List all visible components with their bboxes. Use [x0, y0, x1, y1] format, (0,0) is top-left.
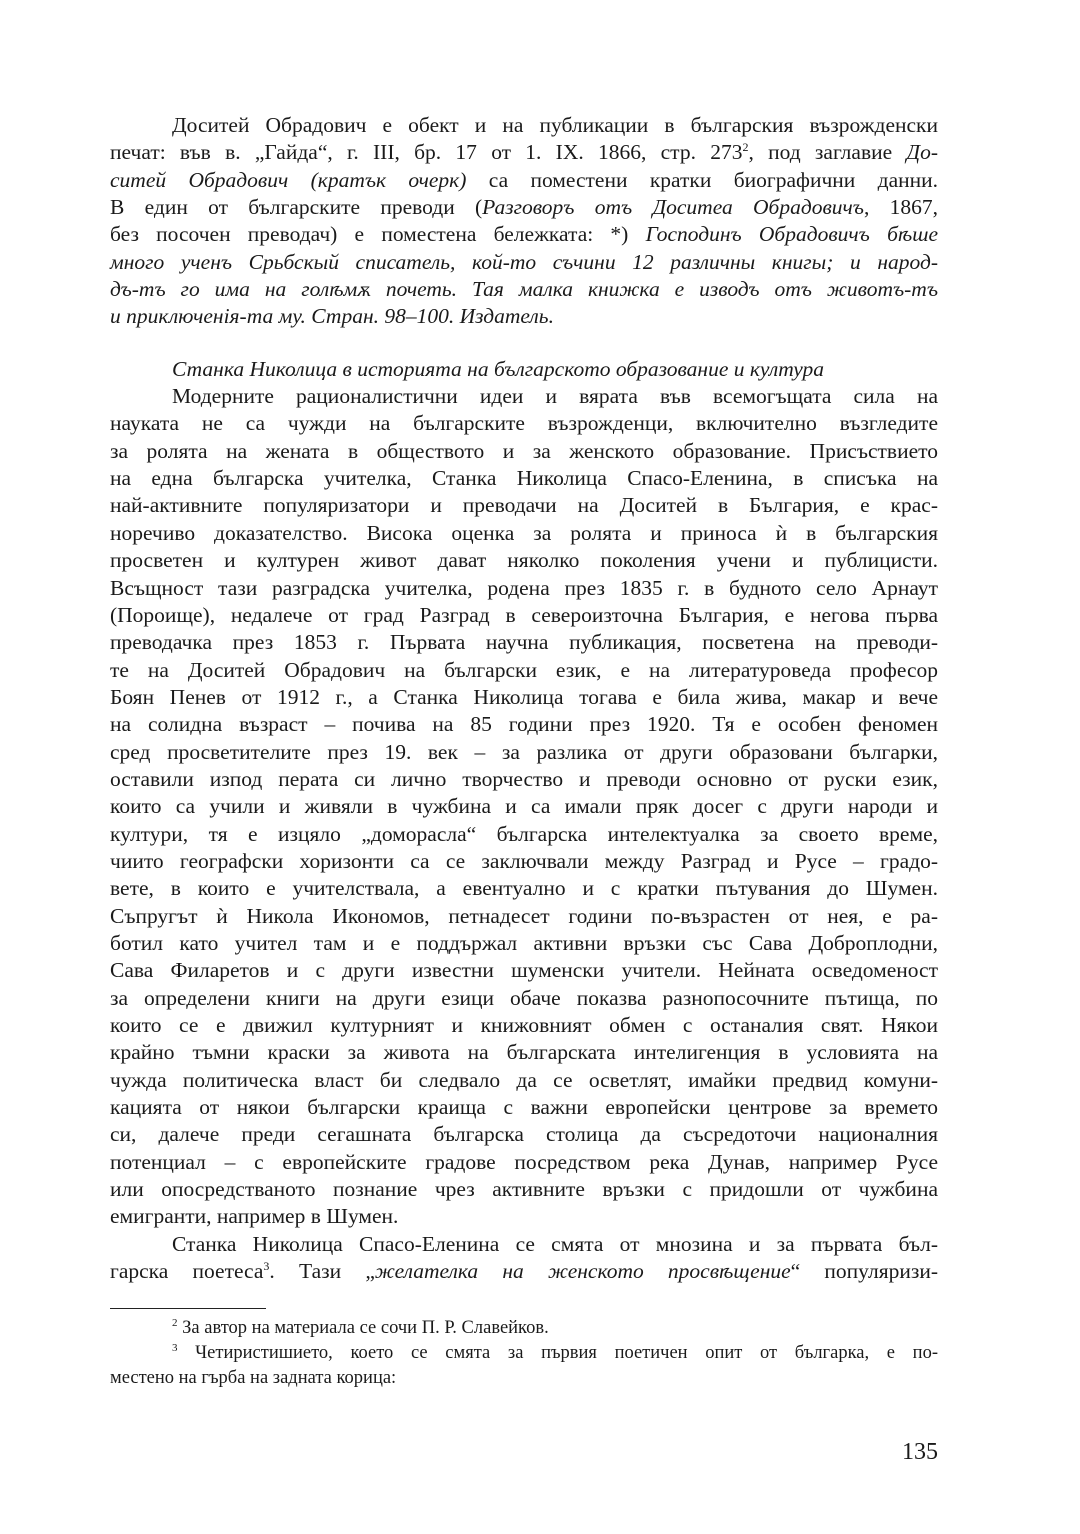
footnote-line: [110, 1316, 938, 1341]
text-run: , под заглавие: [748, 140, 907, 165]
text-line: вете, в които е учителствала, а евентуално и с кратки пътувания до Шумен.: [110, 876, 938, 901]
text-line: потенциал – с европейските градове посредством река Дунав, например Русе: [110, 1149, 938, 1174]
text-line: [110, 1258, 938, 1285]
page-number: 135: [902, 1439, 938, 1465]
text-run: печат: във в. „Гайда“, г. III, бр. 17 от 1. IX. 1866, стр. 273: [110, 140, 743, 165]
text-line: Модерните рационалистични идеи и вярата във всемогъщата сила на: [172, 384, 938, 409]
footnote-3: [110, 1341, 938, 1391]
text-line: чужда политическа власт би следвало да се осветлят, имайки предвид комуни-: [110, 1067, 938, 1092]
footnote-ref-3: 3: [263, 1259, 270, 1274]
text-line: [110, 194, 938, 221]
text-line: Сава Филаретов и с други известни шуменски учители. Нейната осведоменост: [110, 958, 938, 983]
footnote-number: 3: [172, 1342, 178, 1354]
text-line: [110, 167, 938, 194]
text-line: [110, 221, 938, 248]
text-line: най-активните популяризатори и преводачи на Доситей в България, е крас-: [110, 493, 938, 518]
text-line-italic: дъ-тъ го има на голѣмѫ почеть. Тая малка книжка е изводъ отъ животъ-тъ: [110, 277, 938, 302]
footnote-text: За автор на материала се сочи П. Р. Славейков.: [177, 1318, 549, 1338]
text-line: или опосредстваното познание чрез активните връзки с придошли от чужбина: [110, 1177, 938, 1202]
text-line: (Пороище), недалече от град Разград в североизточна България, е негова първа: [110, 602, 938, 627]
page-body: [110, 112, 938, 1285]
text-line: просветен и културен живот дават няколко поколения учени и публицисти.: [110, 548, 938, 573]
italic-run: желателка на женското просвѣщение: [374, 1259, 791, 1284]
text-line-italic: много ученъ Срьбскый списатель, кой-то съчини 12 различны книгы; и народ-: [110, 249, 938, 274]
footnote-separator: [110, 1308, 266, 1309]
text-line: норечиво доказателство. Висока оценка за ролята и приноса ѝ в българския: [110, 520, 938, 545]
footnotes: [110, 1316, 938, 1391]
text-line: Съпругът ѝ Никола Икономов, петнадесет години по-възрастен от нея, е ра-: [110, 903, 938, 928]
text-line: Станка Николица Спасо-Еленина се смята от мнозина и за първата бъл-: [172, 1231, 938, 1256]
text-line: култури, тя е изцяло „доморасла“ българска интелектуалка за своето време,: [110, 821, 938, 846]
text-line: сред просветителите през 19. век – за разлика от други образовани българки,: [110, 739, 938, 764]
text-run: В един от българските преводи (: [110, 195, 483, 220]
text-line: които са учили и живяли в чужбина и са имали пряк досег с други народи и: [110, 794, 938, 819]
footnote-number: 2: [172, 1317, 178, 1329]
footnote-line: [110, 1341, 938, 1366]
text-line-italic: и приключенія-та му. Стран. 98–100. Издатель.: [110, 304, 554, 329]
paragraph-dositey-publications: [110, 112, 938, 331]
section-heading: Станка Николица в историята на българското образование и култура: [172, 356, 825, 381]
paragraph-spacer: [110, 331, 938, 356]
text-run: . Тази „: [269, 1259, 375, 1284]
italic-run: Разговоръ отъ Доситеа Обрадовичъ: [482, 195, 864, 220]
text-line: Доситей Обрадович е обект и на публикации в българския възрожденски: [172, 113, 938, 137]
footnote-text: Четиристишието, което се смята за първия поетичен опит от българка, е по-: [177, 1343, 938, 1363]
text-line: които се е движил културният и книжовният обмен с останалия свят. Някои: [110, 1013, 938, 1037]
text-line: за ролята на жената в обществото и за женското образование. Присъствието: [110, 438, 938, 463]
text-line: те на Доситей Обрадович на български език, е на литературоведа професор: [110, 657, 938, 682]
text-line: Боян Пенев от 1912 г., а Станка Николица тогава е била жива, макар и вече: [110, 684, 938, 709]
text-line: Всъщност тази разградска учителка, родена през 1835 г. в будното село Арнаут: [110, 575, 938, 600]
paragraph-stanka-nikolitsa: [110, 383, 938, 1231]
italic-run: Господинъ Обрадовичъ бѣше: [645, 222, 938, 247]
text-line: крайно тъмни краски за живота на българската интелигенция в условията на: [110, 1040, 938, 1065]
text-line: ботил като учител там и е поддържал активни връзки със Сава Доброплодни,: [110, 930, 938, 955]
text-line: науката не са чужди на българските възрожденци, включително възгледите: [110, 411, 938, 436]
paragraph-first-poetess: [110, 1231, 938, 1286]
main-text: [110, 112, 938, 1285]
text-run: са поместени кратки биографични данни.: [466, 167, 939, 192]
text-run: гарска поетеса: [110, 1259, 264, 1284]
text-line: кацията от някои български краища с важни европейски центрове за времето: [110, 1095, 938, 1120]
text-line: на една българска учителка, Станка Николица Спасо-Еленина, в списъка на: [110, 466, 938, 491]
footnote-2: [110, 1316, 938, 1341]
text-line: преводачка през 1853 г. Първата научна публикация, посветена на преводи-: [110, 630, 938, 655]
text-line: [110, 139, 938, 166]
text-line: за определени книги на други езици обаче показва разнопосочните пътища, по: [110, 985, 938, 1010]
footnote-line: местено на гърба на задната корица:: [110, 1368, 397, 1388]
text-line: оставили изпод перата си лично творчество и преводи основно от руски език,: [110, 766, 938, 791]
text-line: емигранти, например в Шумен.: [110, 1204, 399, 1229]
text-run: без посочен преводач) е поместена бележката: *): [110, 222, 646, 247]
italic-run: До-: [906, 140, 938, 165]
footnote-ref-2: 2: [742, 140, 749, 155]
text-run: “ популяризи-: [790, 1259, 938, 1284]
text-line: на солидна възраст – почива на 85 години през 1920. Тя е особен феномен: [110, 712, 938, 737]
text-line: чиито географски хоризонти са се заключвали между Разград и Русе – градо-: [110, 848, 938, 873]
text-line: си, далече преди сегашната българска столица да съсредоточи националния: [110, 1122, 938, 1147]
text-run: , 1867,: [863, 195, 938, 220]
italic-run: ситей Обрадович (кратък очерк): [110, 167, 467, 192]
